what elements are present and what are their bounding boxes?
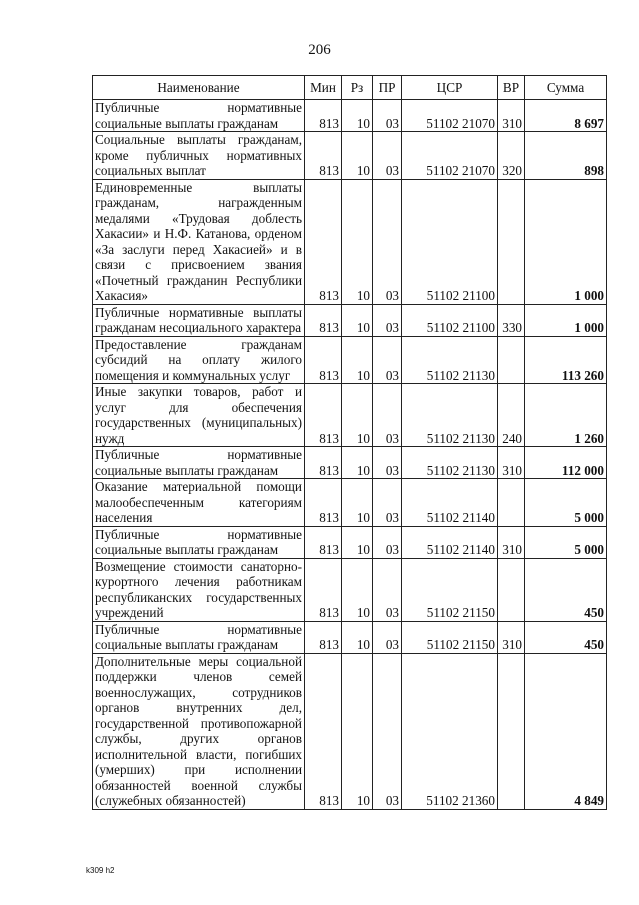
row-name: Публичные нормативные социальные выплаты гражданам — [93, 100, 305, 132]
row-csr: 51102 21070 — [402, 100, 498, 132]
row-csr: 51102 21130 — [402, 447, 498, 479]
row-min: 813 — [305, 304, 342, 336]
table-row — [93, 526, 607, 558]
table-row — [93, 447, 607, 479]
row-pr: 03 — [373, 132, 402, 180]
row-rz: 10 — [342, 384, 373, 447]
row-rz: 10 — [342, 653, 373, 809]
row-min: 813 — [305, 526, 342, 558]
table-row — [93, 179, 607, 304]
row-vr: 310 — [498, 447, 525, 479]
row-pr: 03 — [373, 558, 402, 621]
row-name: Иные закупки товаров, работ и услуг для обеспечения государственных (муниципальных) нужд — [93, 384, 305, 447]
table-row — [93, 558, 607, 621]
row-csr: 51102 21070 — [402, 132, 498, 180]
header-vr: ВР — [498, 76, 525, 100]
row-sum: 450 — [525, 558, 607, 621]
table-row — [93, 479, 607, 527]
row-csr: 51102 21360 — [402, 653, 498, 809]
table-row — [93, 653, 607, 809]
row-name: Возмещение стоимости санаторно-курортного лечения работникам республиканских государственных учреждений — [93, 558, 305, 621]
row-min: 813 — [305, 558, 342, 621]
row-name: Единовременные выплаты гражданам, награжденным медалями «Трудовая доблесть Хакасии» и Н.Ф. Катанова, орденом «За заслуги перед Хакасией» и в связи с присвоением звания «Почетный гражданин Республики Хакасия» — [93, 179, 305, 304]
row-sum: 1 260 — [525, 384, 607, 447]
row-csr: 51102 21130 — [402, 384, 498, 447]
row-min: 813 — [305, 384, 342, 447]
row-name: Публичные нормативные выплаты гражданам несоциального характера — [93, 304, 305, 336]
row-min: 813 — [305, 132, 342, 180]
row-rz: 10 — [342, 479, 373, 527]
table-row — [93, 336, 607, 384]
row-pr: 03 — [373, 621, 402, 653]
row-min: 813 — [305, 653, 342, 809]
row-sum: 113 260 — [525, 336, 607, 384]
row-csr: 51102 21140 — [402, 479, 498, 527]
row-sum: 4 849 — [525, 653, 607, 809]
budget-table — [92, 75, 607, 810]
row-rz: 10 — [342, 621, 373, 653]
header-rz: Рз — [342, 76, 373, 100]
row-name: Публичные нормативные социальные выплаты гражданам — [93, 447, 305, 479]
row-min: 813 — [305, 100, 342, 132]
row-vr: 330 — [498, 304, 525, 336]
row-rz: 10 — [342, 336, 373, 384]
row-csr: 51102 21130 — [402, 336, 498, 384]
row-pr: 03 — [373, 304, 402, 336]
table-row — [93, 304, 607, 336]
row-pr: 03 — [373, 179, 402, 304]
row-min: 813 — [305, 336, 342, 384]
row-pr: 03 — [373, 526, 402, 558]
header-pr: ПР — [373, 76, 402, 100]
page-number: 206 — [308, 42, 331, 58]
row-vr: 240 — [498, 384, 525, 447]
row-name: Публичные нормативные социальные выплаты гражданам — [93, 621, 305, 653]
table-row — [93, 132, 607, 180]
row-pr: 03 — [373, 653, 402, 809]
row-min: 813 — [305, 621, 342, 653]
table-row — [93, 621, 607, 653]
table-header-row — [93, 76, 607, 100]
row-sum: 8 697 — [525, 100, 607, 132]
row-sum: 450 — [525, 621, 607, 653]
row-vr — [498, 179, 525, 304]
row-sum: 5 000 — [525, 479, 607, 527]
header-sum: Сумма — [525, 76, 607, 100]
row-sum: 1 000 — [525, 179, 607, 304]
row-name: Социальные выплаты гражданам, кроме публичных нормативных социальных выплат — [93, 132, 305, 180]
header-csr: ЦСР — [402, 76, 498, 100]
row-pr: 03 — [373, 100, 402, 132]
row-vr — [498, 336, 525, 384]
footer-code: k309 h2 — [86, 866, 115, 875]
row-vr — [498, 558, 525, 621]
row-vr: 310 — [498, 621, 525, 653]
row-pr: 03 — [373, 479, 402, 527]
row-vr: 310 — [498, 526, 525, 558]
row-name: Предоставление гражданам субсидий на оплату жилого помещения и коммунальных услуг — [93, 336, 305, 384]
row-pr: 03 — [373, 336, 402, 384]
row-csr: 51102 21140 — [402, 526, 498, 558]
row-csr: 51102 21100 — [402, 179, 498, 304]
header-min: Мин — [305, 76, 342, 100]
row-rz: 10 — [342, 100, 373, 132]
row-pr: 03 — [373, 447, 402, 479]
row-vr — [498, 653, 525, 809]
row-rz: 10 — [342, 526, 373, 558]
row-sum: 1 000 — [525, 304, 607, 336]
header-name: Наименование — [93, 76, 305, 100]
row-name: Дополнительные меры социальной поддержки членов семей военнослужащих, сотрудников органов внутренних дел, государственной противопожарной службы, других органов исполнительной власти, погибших (умерших) при исполнении обязанностей военной службы (служебных обязанностей) — [93, 653, 305, 809]
table-row — [93, 100, 607, 132]
row-pr: 03 — [373, 384, 402, 447]
row-sum: 112 000 — [525, 447, 607, 479]
row-sum: 898 — [525, 132, 607, 180]
row-csr: 51102 21100 — [402, 304, 498, 336]
row-rz: 10 — [342, 447, 373, 479]
row-rz: 10 — [342, 304, 373, 336]
row-rz: 10 — [342, 558, 373, 621]
row-csr: 51102 21150 — [402, 558, 498, 621]
row-vr — [498, 479, 525, 527]
row-rz: 10 — [342, 179, 373, 304]
row-rz: 10 — [342, 132, 373, 180]
row-min: 813 — [305, 179, 342, 304]
row-vr: 310 — [498, 100, 525, 132]
row-csr: 51102 21150 — [402, 621, 498, 653]
row-name: Публичные нормативные социальные выплаты гражданам — [93, 526, 305, 558]
row-min: 813 — [305, 479, 342, 527]
row-min: 813 — [305, 447, 342, 479]
row-name: Оказание материальной помощи малообеспеченным категориям населения — [93, 479, 305, 527]
table-row — [93, 384, 607, 447]
row-vr: 320 — [498, 132, 525, 180]
row-sum: 5 000 — [525, 526, 607, 558]
